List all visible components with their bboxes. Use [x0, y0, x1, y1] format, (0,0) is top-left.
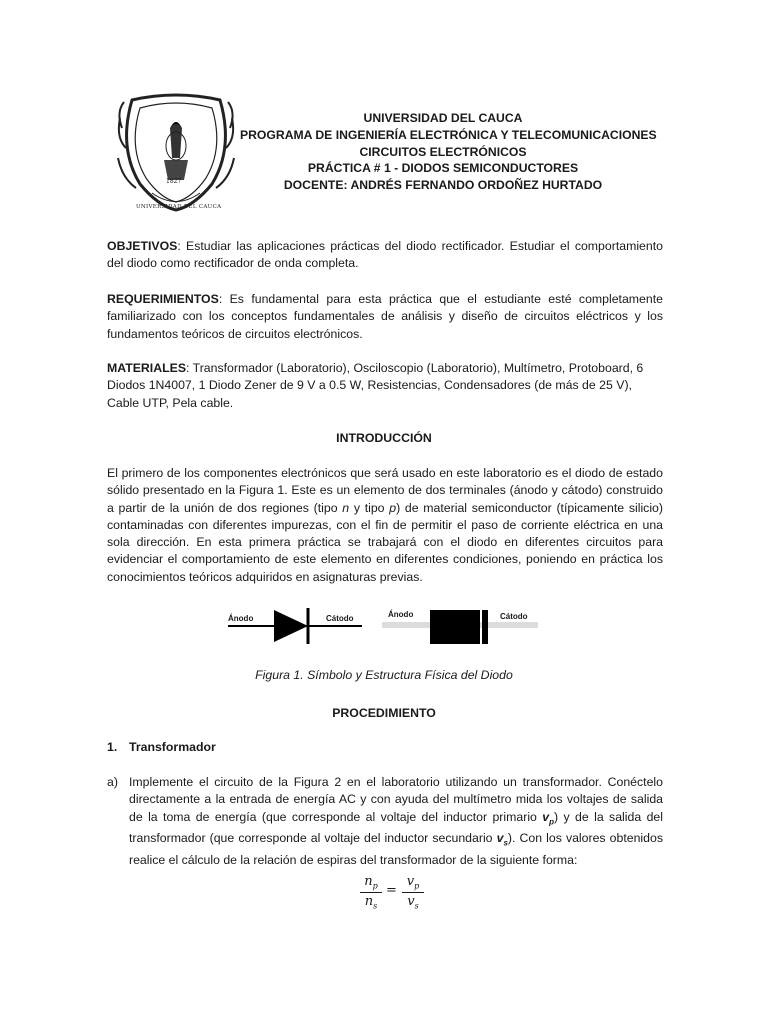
intro-text-3: ) de material semiconductor (típicamente silicio) contaminadas con diferentes impurezas, con el fin de permitir el paso de corriente eléctrica en una sola dirección. En esta primera práctica se trabajará con el diodo en diferentes circuitos para evidenciar el comportamiento de este elemento en diferentes condiciones, poniendo en práctica los conocimientos teóricos adquiridos en asignaturas previas. [107, 500, 663, 584]
document-header [240, 110, 657, 194]
step-number: 1. [107, 740, 118, 754]
objetivos-text: : Estudiar las aplicaciones prácticas del diodo rectificador. Estudiar el comportamiento del diodo como rectificador de onda completa. [107, 239, 663, 271]
turns-ratio-formula [360, 874, 430, 914]
university-seal-logo [112, 88, 240, 218]
anodo-label-structure: Ánodo [388, 610, 414, 619]
formula-left-fraction [360, 874, 382, 910]
formula-np: n [364, 874, 373, 889]
formula-vp: v [406, 874, 415, 889]
procedimiento-title: PROCEDIMIENTO [332, 706, 436, 720]
item-a-text [129, 774, 663, 869]
requerimientos-paragraph [107, 291, 663, 343]
objetivos-paragraph [107, 238, 663, 273]
introduccion-paragraph [107, 465, 663, 586]
step-1-heading [107, 740, 216, 754]
intro-text-1: El primero de los componentes electrónicos que será usado en este laboratorio es el diodo de estado sólido presentado en la Figura 1. Este es un elemento de dos terminales (ánodo y cátodo) construido a partir de la unión de dos regiones (tipo [107, 466, 663, 515]
formula-equals: = [386, 883, 397, 898]
header-program: PROGRAMA DE INGENIERÍA ELECTRÓNICA Y TELECOMUNICACIONES [240, 127, 657, 142]
vs-symbol: v [496, 831, 504, 846]
formula-right-fraction [402, 874, 424, 910]
formula-np-sub: p [372, 881, 378, 891]
header-university: UNIVERSIDAD DEL CAUCA [363, 111, 523, 125]
item-text-2: ) y de la salida del transformador (que corresponde al voltaje del inductor secundario [129, 809, 663, 846]
intro-text-2: y tipo [349, 500, 390, 515]
formula-vp-sub: p [414, 881, 420, 891]
formula-vs-sub: s [414, 901, 419, 911]
figure-caption: Figura 1. Símbolo y Estructura Física del Diodo [255, 668, 513, 682]
seal-year-text: 1827 [166, 178, 182, 185]
introduccion-title: INTRODUCCIÓN [336, 431, 432, 445]
formula-vs: v [407, 893, 415, 909]
header-course: CIRCUITOS ELECTRÓNICOS [359, 144, 527, 159]
vs-subscript: s [503, 838, 508, 848]
catodo-label-symbol: Cátodo [326, 614, 354, 623]
requerimientos-label: REQUERIMIENTOS [107, 292, 219, 306]
intro-n-italic: n [342, 500, 350, 515]
vp-subscript: p [549, 817, 555, 827]
materiales-label: MATERIALES [107, 361, 187, 375]
anodo-label-symbol: Ánodo [228, 614, 254, 623]
seal-name-text: UNIVERSIDAD DEL CAUCA [136, 204, 222, 210]
item-text-1: Implemente el circuito de la Figura 2 en el laboratorio utilizando un transformador. Conéctelo directamente a la entrada de energía AC y con ayuda del multímetro mida los voltajes de salida de la toma de energía (que corresponde al voltaje del inductor primario [129, 775, 663, 824]
objetivos-label: OBJETIVOS [107, 239, 178, 253]
intro-p-italic: p [389, 500, 397, 515]
formula-ns: n [364, 893, 374, 909]
requerimientos-text: : Es fundamental para esta práctica que el estudiante esté completamente familiarizado con los conceptos fundamentales de análisis y diseño de circuitos eléctricos y los fundamentos teóricos de circuitos electrónicos. [107, 292, 663, 341]
header-teacher: DOCENTE: ANDRÉS FERNANDO ORDOÑEZ HURTADO [283, 178, 603, 193]
item-text-3: ). Con los valores obtenidos realice el cálculo de la relación de espiras del transformador de la siguiente forma: [129, 831, 663, 868]
formula-ns-sub: s [373, 901, 378, 911]
materiales-paragraph [107, 360, 663, 412]
item-marker: a) [107, 775, 118, 789]
seal-motto-text [112, 48, 113, 49]
step-label: Transformador [129, 740, 216, 754]
materiales-text: : Transformador (Laboratorio), Osciloscopio (Laboratorio), Multímetro, Protoboard, 6 Diodos 1N4007, 1 Diodo Zener de 9 V a 0.5 W, Resistencias, Condensadores (de más de 25 V), Cable UTP, Pela cable. [107, 361, 644, 410]
header-practice: PRÁCTICA # 1 - DIODOS SEMICONDUCTORES [307, 161, 579, 176]
diode-figure [220, 598, 550, 648]
catodo-label-structure: Cátodo [500, 612, 528, 621]
list-item-a [107, 774, 663, 868]
vp-symbol: v [542, 809, 550, 824]
diode-symbol-and-structure [220, 598, 550, 648]
